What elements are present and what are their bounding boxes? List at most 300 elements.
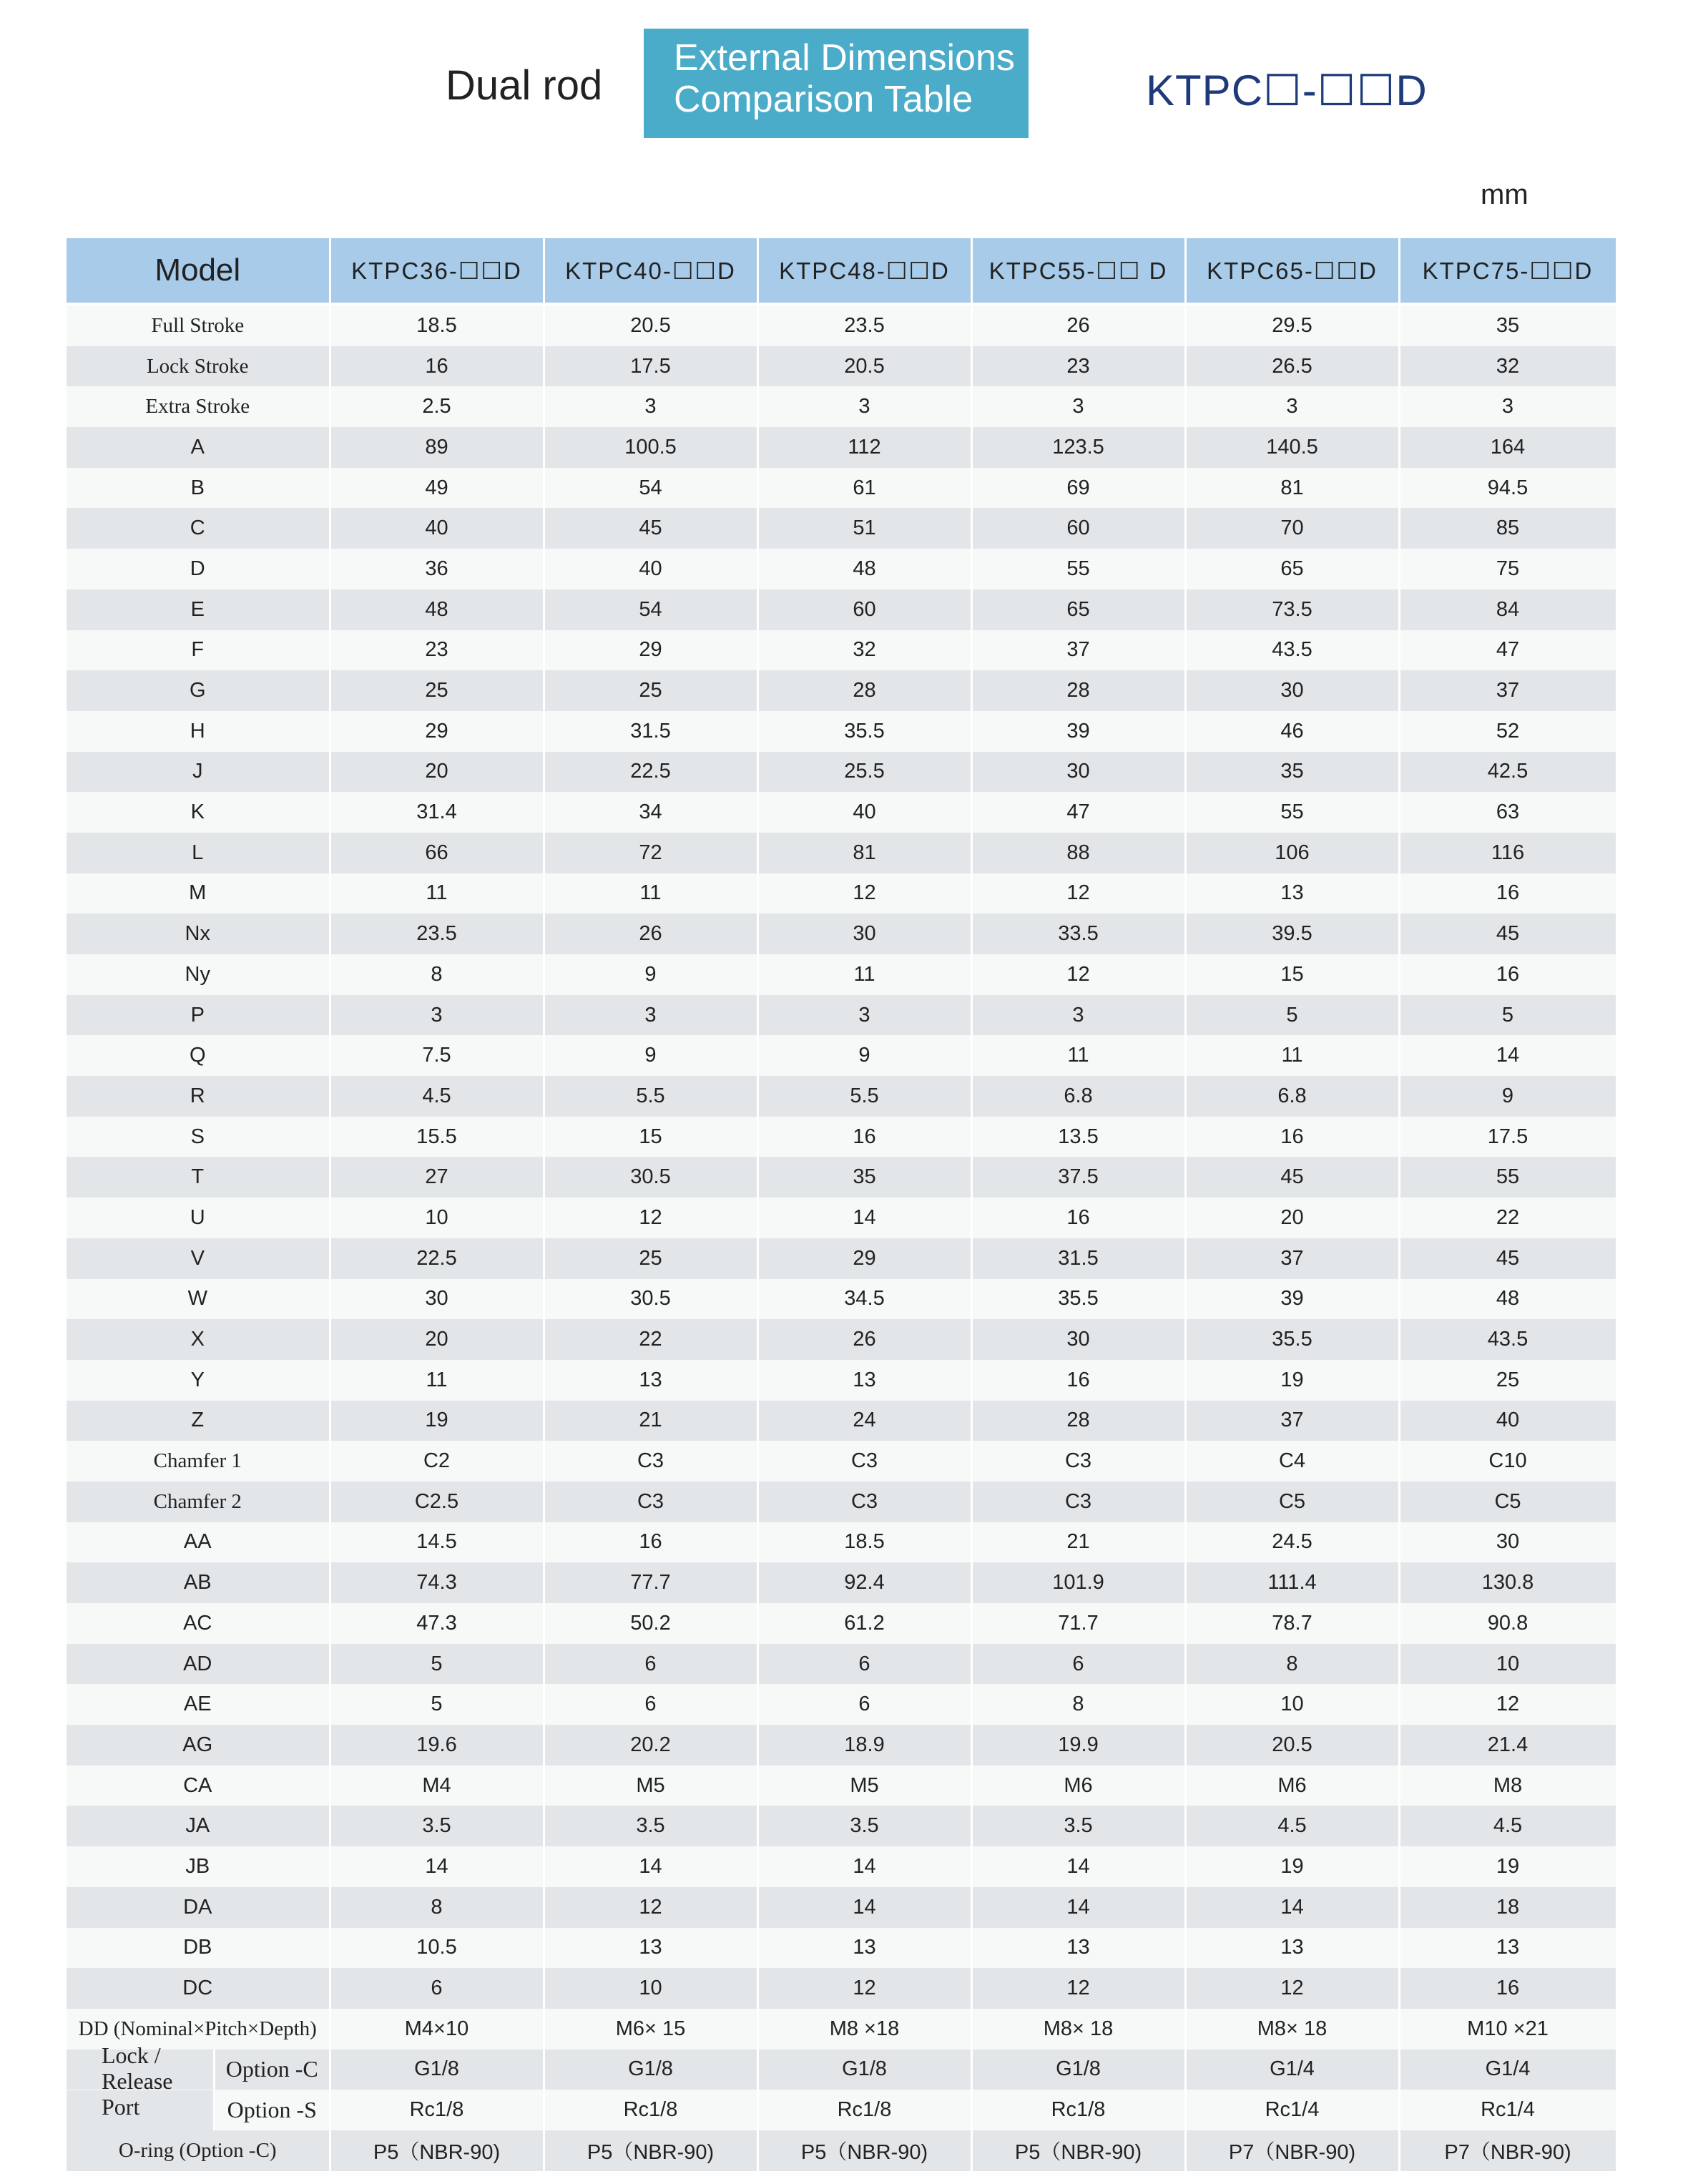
table-cell: 71.7	[971, 1603, 1185, 1644]
table-row	[67, 1684, 1616, 1725]
table-cell: 54	[544, 468, 757, 509]
table-cell: 123.5	[971, 427, 1185, 468]
table-cell: 3	[757, 995, 971, 1036]
table-cell: 60	[971, 508, 1185, 549]
table-cell: 11	[757, 954, 971, 995]
table-row	[67, 1076, 1616, 1117]
table-cell: 28	[757, 670, 971, 711]
table-cell: 45	[1399, 1238, 1616, 1279]
table-cell: 30	[971, 1319, 1185, 1360]
port-option-label: Option -C	[225, 2056, 318, 2082]
table-row	[67, 873, 1616, 914]
table-cell: P7（NBR-90)	[1185, 2130, 1399, 2171]
table-cell: 33.5	[971, 914, 1185, 954]
table-cell: 28	[971, 670, 1185, 711]
table-cell: 14	[971, 1846, 1185, 1887]
table-cell: 77.7	[544, 1562, 757, 1603]
row-label: V	[67, 1238, 330, 1279]
table-cell: Rc1/8	[971, 2090, 1185, 2130]
row-label: AB	[67, 1562, 330, 1603]
table-cell: 12	[544, 1887, 757, 1928]
row-label: U	[67, 1198, 330, 1238]
table-cell: C3	[757, 1482, 971, 1522]
table-row	[67, 711, 1616, 752]
table-cell: 6.8	[971, 1076, 1185, 1117]
table-cell: 17.5	[1399, 1117, 1616, 1157]
table-cell: 15	[544, 1117, 757, 1157]
table-row	[67, 670, 1616, 711]
table-cell: C3	[544, 1482, 757, 1522]
table-cell: 55	[971, 549, 1185, 589]
table-cell: 74.3	[330, 1562, 544, 1603]
table-cell: Rc1/4	[1399, 2090, 1616, 2130]
table-cell: 11	[330, 1360, 544, 1401]
column-header: KTPC48-☐☐D	[757, 238, 971, 304]
table-cell: C2.5	[330, 1482, 544, 1522]
table-cell: 10	[330, 1198, 544, 1238]
table-cell: Rc1/8	[330, 2090, 544, 2130]
table-cell: 18.9	[757, 1725, 971, 1766]
table-row	[67, 1319, 1616, 1360]
table-row	[67, 1846, 1616, 1887]
table-cell: 40	[1399, 1401, 1616, 1441]
table-cell: 47.3	[330, 1603, 544, 1644]
table-cell: Rc1/8	[757, 2090, 971, 2130]
row-label: R	[67, 1076, 330, 1117]
table-cell: 37	[971, 630, 1185, 671]
table-cell: 55	[1185, 792, 1399, 833]
table-cell: 22	[1399, 1198, 1616, 1238]
table-cell: 22	[544, 1319, 757, 1360]
table-cell: 31.4	[330, 792, 544, 833]
table-cell: 14	[971, 1887, 1185, 1928]
table-row	[67, 468, 1616, 509]
table-cell: M8× 18	[1185, 2009, 1399, 2050]
table-cell: 5	[330, 1644, 544, 1685]
table-row	[67, 792, 1616, 833]
table-row	[67, 549, 1616, 589]
table-cell: 35.5	[757, 711, 971, 752]
table-cell: P5（NBR-90)	[544, 2130, 757, 2171]
table-cell: 164	[1399, 427, 1616, 468]
table-row	[67, 427, 1616, 468]
table-cell: 26	[757, 1319, 971, 1360]
table-cell: 3	[1185, 386, 1399, 427]
table-cell: 3.5	[757, 1806, 971, 1846]
table-cell: 25.5	[757, 752, 971, 793]
row-label: K	[67, 792, 330, 833]
table-cell: 39	[971, 711, 1185, 752]
table-cell: 45	[544, 508, 757, 549]
table-cell: 12	[757, 1968, 971, 2009]
row-label: Nx	[67, 914, 330, 954]
table-cell: 10	[1399, 1644, 1616, 1685]
table-cell: 66	[330, 833, 544, 873]
table-row	[67, 995, 1616, 1036]
table-cell: 37	[1399, 670, 1616, 711]
table-cell: 29.5	[1185, 304, 1399, 346]
table-cell: 13	[757, 1360, 971, 1401]
table-cell: 6	[544, 1684, 757, 1725]
table-cell: 78.7	[1185, 1603, 1399, 1644]
table-cell: Rc1/8	[544, 2090, 757, 2130]
table-cell: 28	[971, 1401, 1185, 1441]
column-header: KTPC40-☐☐D	[544, 238, 757, 304]
table-cell: 26	[971, 304, 1185, 346]
table-cell: 3.5	[971, 1806, 1185, 1846]
table-cell: G1/8	[544, 2050, 757, 2090]
title-line-2: Comparison Table	[674, 79, 973, 120]
table-cell: 12	[1185, 1968, 1399, 2009]
table-cell: 111.4	[1185, 1562, 1399, 1603]
table-row	[67, 1441, 1616, 1482]
table-row	[67, 1401, 1616, 1441]
table-cell: G1/4	[1185, 2050, 1399, 2090]
unit-label: mm	[1481, 179, 1528, 210]
table-cell: 12	[971, 954, 1185, 995]
table-cell: 45	[1399, 914, 1616, 954]
table-cell: 8	[1185, 1644, 1399, 1685]
table-cell: 40	[544, 549, 757, 589]
table-cell: 20	[330, 752, 544, 793]
table-cell: 18.5	[757, 1522, 971, 1563]
table-cell: 81	[757, 833, 971, 873]
table-cell: 23	[971, 346, 1185, 387]
table-row	[67, 1806, 1616, 1846]
row-label: S	[67, 1117, 330, 1157]
row-label: J	[67, 752, 330, 793]
table-cell: C4	[1185, 1441, 1399, 1482]
row-label: AD	[67, 1644, 330, 1685]
table-cell: M4×10	[330, 2009, 544, 2050]
table-cell: 101.9	[971, 1562, 1185, 1603]
table-cell: 84	[1399, 589, 1616, 630]
table-cell: 116	[1399, 833, 1616, 873]
table-cell: 13	[757, 1928, 971, 1969]
table-cell: 63	[1399, 792, 1616, 833]
table-cell: 13	[544, 1928, 757, 1969]
table-cell: 32	[1399, 346, 1616, 387]
table-cell: 34.5	[757, 1279, 971, 1320]
table-cell: 90.8	[1399, 1603, 1616, 1644]
table-row	[67, 1157, 1616, 1198]
row-label: Chamfer 1	[67, 1441, 330, 1482]
table-row	[67, 1279, 1616, 1320]
row-label: M	[67, 873, 330, 914]
row-label: W	[67, 1279, 330, 1320]
model-header: Model	[67, 238, 330, 304]
table-cell: 19	[330, 1401, 544, 1441]
row-label: Extra Stroke	[67, 386, 330, 427]
table-cell: 4.5	[330, 1076, 544, 1117]
column-header: KTPC36-☐☐D	[330, 238, 544, 304]
table-row	[67, 2090, 1616, 2130]
table-cell: 100.5	[544, 427, 757, 468]
subtitle: Dual rod	[446, 62, 603, 109]
table-row	[67, 304, 1616, 346]
table-cell: 30.5	[544, 1279, 757, 1320]
table-row	[67, 1562, 1616, 1603]
table-cell: M8× 18	[971, 2009, 1185, 2050]
title-line-1: External Dimensions	[674, 37, 1015, 79]
table-cell: 6	[757, 1644, 971, 1685]
table-cell: 25	[1399, 1360, 1616, 1401]
table-cell: 81	[1185, 468, 1399, 509]
table-cell: G1/8	[330, 2050, 544, 2090]
table-cell: 25	[544, 670, 757, 711]
table-cell: 8	[330, 954, 544, 995]
table-row	[67, 1887, 1616, 1928]
table-cell: 49	[330, 468, 544, 509]
table-cell: 15	[1185, 954, 1399, 995]
table-cell: P5（NBR-90)	[757, 2130, 971, 2171]
table-cell: 73.5	[1185, 589, 1399, 630]
table-row	[67, 1928, 1616, 1969]
table-cell: 3	[1399, 386, 1616, 427]
row-label: T	[67, 1157, 330, 1198]
table-cell: 94.5	[1399, 468, 1616, 509]
row-label: B	[67, 468, 330, 509]
table-row	[67, 2050, 1616, 2090]
table-cell: 50.2	[544, 1603, 757, 1644]
table-cell: 25	[330, 670, 544, 711]
table-cell: 32	[757, 630, 971, 671]
table-cell: 35.5	[1185, 1319, 1399, 1360]
table-cell: 10.5	[330, 1928, 544, 1969]
table-cell: 16	[1399, 873, 1616, 914]
row-label: JB	[67, 1846, 330, 1887]
table-cell: C5	[1399, 1482, 1616, 1522]
table-row	[67, 1522, 1616, 1563]
table-cell: C2	[330, 1441, 544, 1482]
table-cell: 130.8	[1399, 1562, 1616, 1603]
row-label: DD (Nominal×Pitch×Depth)	[67, 2009, 330, 2050]
row-label: F	[67, 630, 330, 671]
table-cell: 9	[544, 954, 757, 995]
table-row	[67, 2130, 1616, 2171]
table-cell: 19	[1399, 1846, 1616, 1887]
row-label: AC	[67, 1603, 330, 1644]
table-cell: 20.5	[757, 346, 971, 387]
table-cell: 25	[544, 1238, 757, 1279]
table-cell: 46	[1185, 711, 1399, 752]
title-box	[644, 29, 1029, 138]
row-label: Q	[67, 1035, 330, 1076]
table-cell: 47	[971, 792, 1185, 833]
table-cell: 37	[1185, 1238, 1399, 1279]
table-cell: 22.5	[330, 1238, 544, 1279]
table-cell: 106	[1185, 833, 1399, 873]
table-row	[67, 508, 1616, 549]
table-cell: 47	[1399, 630, 1616, 671]
table-cell: 16	[971, 1198, 1185, 1238]
table-cell: 72	[544, 833, 757, 873]
table-cell: 19.6	[330, 1725, 544, 1766]
table-cell: 14	[757, 1887, 971, 1928]
table-cell: 24	[757, 1401, 971, 1441]
table-cell: 6	[757, 1684, 971, 1725]
table-cell: 3	[971, 995, 1185, 1036]
table-cell: 6	[544, 1644, 757, 1685]
table-row	[67, 346, 1616, 387]
table-cell: 16	[971, 1360, 1185, 1401]
table-cell: C3	[971, 1441, 1185, 1482]
table-cell: M6× 15	[544, 2009, 757, 2050]
table-cell: 12	[544, 1198, 757, 1238]
table-cell: 37	[1185, 1401, 1399, 1441]
table-cell: M8	[1399, 1766, 1616, 1806]
table-cell: 14	[1185, 1887, 1399, 1928]
table-cell: 16	[544, 1522, 757, 1563]
table-row	[67, 386, 1616, 427]
row-label: DC	[67, 1968, 330, 2009]
table-cell: 61.2	[757, 1603, 971, 1644]
table-cell: 12	[971, 873, 1185, 914]
table-cell: 23.5	[330, 914, 544, 954]
table-row	[67, 589, 1616, 630]
table-cell: 6	[330, 1968, 544, 2009]
row-label: O-ring (Option -C)	[67, 2130, 330, 2171]
table-cell: M6	[971, 1766, 1185, 1806]
table-cell: 43.5	[1399, 1319, 1616, 1360]
table-cell: 19	[1185, 1360, 1399, 1401]
table-cell: C5	[1185, 1482, 1399, 1522]
row-label: D	[67, 549, 330, 589]
row-label: Z	[67, 1401, 330, 1441]
table-cell: 52	[1399, 711, 1616, 752]
table-cell: G1/8	[757, 2050, 971, 2090]
table-cell: 20.2	[544, 1725, 757, 1766]
row-label: Chamfer 2	[67, 1482, 330, 1522]
row-label: P	[67, 995, 330, 1036]
table-cell: M5	[544, 1766, 757, 1806]
table-row	[67, 1238, 1616, 1279]
table-cell: 140.5	[1185, 427, 1399, 468]
table-cell: 75	[1399, 549, 1616, 589]
table-cell: 65	[971, 589, 1185, 630]
table-cell: 26	[544, 914, 757, 954]
model-code: KTPC☐-☐☐D	[1146, 67, 1428, 114]
table-cell: 23.5	[757, 304, 971, 346]
table-cell: 36	[330, 549, 544, 589]
table-row	[67, 1035, 1616, 1076]
table-cell: 3	[544, 995, 757, 1036]
table-cell: C3	[544, 1441, 757, 1482]
table-cell: 21	[971, 1522, 1185, 1563]
table-cell: 30	[757, 914, 971, 954]
table-cell: 3	[757, 386, 971, 427]
table-cell: 92.4	[757, 1562, 971, 1603]
table-cell: 14	[757, 1846, 971, 1887]
table-row	[67, 1968, 1616, 2009]
table-cell: 51	[757, 508, 971, 549]
table-cell: 5.5	[757, 1076, 971, 1117]
table-cell: 22.5	[544, 752, 757, 793]
port-option-label: Option -S	[227, 2097, 317, 2123]
table-cell: 88	[971, 833, 1185, 873]
table-cell: 35.5	[971, 1279, 1185, 1320]
table-cell: 40	[330, 508, 544, 549]
table-cell: 11	[971, 1035, 1185, 1076]
table-cell: 16	[1399, 954, 1616, 995]
table-cell: 13	[1185, 873, 1399, 914]
table-row	[67, 1644, 1616, 1685]
table-cell: 14	[757, 1198, 971, 1238]
table-cell: 14	[330, 1846, 544, 1887]
table-cell: 30	[971, 752, 1185, 793]
row-label: L	[67, 833, 330, 873]
table-cell: 5	[1185, 995, 1399, 1036]
table-cell: 30.5	[544, 1157, 757, 1198]
table-cell: 21.4	[1399, 1725, 1616, 1766]
table-cell: Rc1/4	[1185, 2090, 1399, 2130]
row-label: A	[67, 427, 330, 468]
table-cell: 65	[1185, 549, 1399, 589]
row-label: CA	[67, 1766, 330, 1806]
table-cell: 48	[330, 589, 544, 630]
table-cell: 6	[971, 1644, 1185, 1685]
table-cell: 2.5	[330, 386, 544, 427]
table-cell: 35	[1185, 752, 1399, 793]
table-cell: C3	[757, 1441, 971, 1482]
table-cell: 8	[971, 1684, 1185, 1725]
table-cell: 48	[1399, 1279, 1616, 1320]
table-cell: 20	[330, 1319, 544, 1360]
table-cell: 85	[1399, 508, 1616, 549]
table-cell: 12	[1399, 1684, 1616, 1725]
table-row	[67, 1603, 1616, 1644]
table-cell: 112	[757, 427, 971, 468]
table-cell: 54	[544, 589, 757, 630]
table-cell: 14	[1399, 1035, 1616, 1076]
table-cell: M4	[330, 1766, 544, 1806]
table-cell: 39.5	[1185, 914, 1399, 954]
table-cell: M10 ×21	[1399, 2009, 1616, 2050]
table-cell: 3	[971, 386, 1185, 427]
table-cell: 24.5	[1185, 1522, 1399, 1563]
table-cell: 4.5	[1399, 1806, 1616, 1846]
table-cell: 13	[971, 1928, 1185, 1969]
table-cell: P5（NBR-90)	[971, 2130, 1185, 2171]
table-cell: 7.5	[330, 1035, 544, 1076]
table-row	[67, 1482, 1616, 1522]
table-cell: 30	[1185, 670, 1399, 711]
table-row	[67, 1198, 1616, 1238]
table-row	[67, 1766, 1616, 1806]
column-header: KTPC75-☐☐D	[1399, 238, 1616, 304]
table-cell: 15.5	[330, 1117, 544, 1157]
table-cell: 14.5	[330, 1522, 544, 1563]
table-cell: 12	[971, 1968, 1185, 2009]
table-cell: 13	[1185, 1928, 1399, 1969]
table-cell: 39	[1185, 1279, 1399, 1320]
table-cell: 3.5	[330, 1806, 544, 1846]
table-cell: 5	[1399, 995, 1616, 1036]
table-cell: 89	[330, 427, 544, 468]
table-cell: 45	[1185, 1157, 1399, 1198]
table-cell: 11	[544, 873, 757, 914]
row-label: JA	[67, 1806, 330, 1846]
table-cell: 34	[544, 792, 757, 833]
column-header: KTPC55-☐☐ D	[971, 238, 1185, 304]
table-cell: G1/4	[1399, 2050, 1616, 2090]
table-cell: G1/8	[971, 2050, 1185, 2090]
row-label: AE	[67, 1684, 330, 1725]
table-cell: 35	[1399, 304, 1616, 346]
page-header	[0, 0, 1688, 143]
table-cell: 19	[1185, 1846, 1399, 1887]
table-cell: 17.5	[544, 346, 757, 387]
